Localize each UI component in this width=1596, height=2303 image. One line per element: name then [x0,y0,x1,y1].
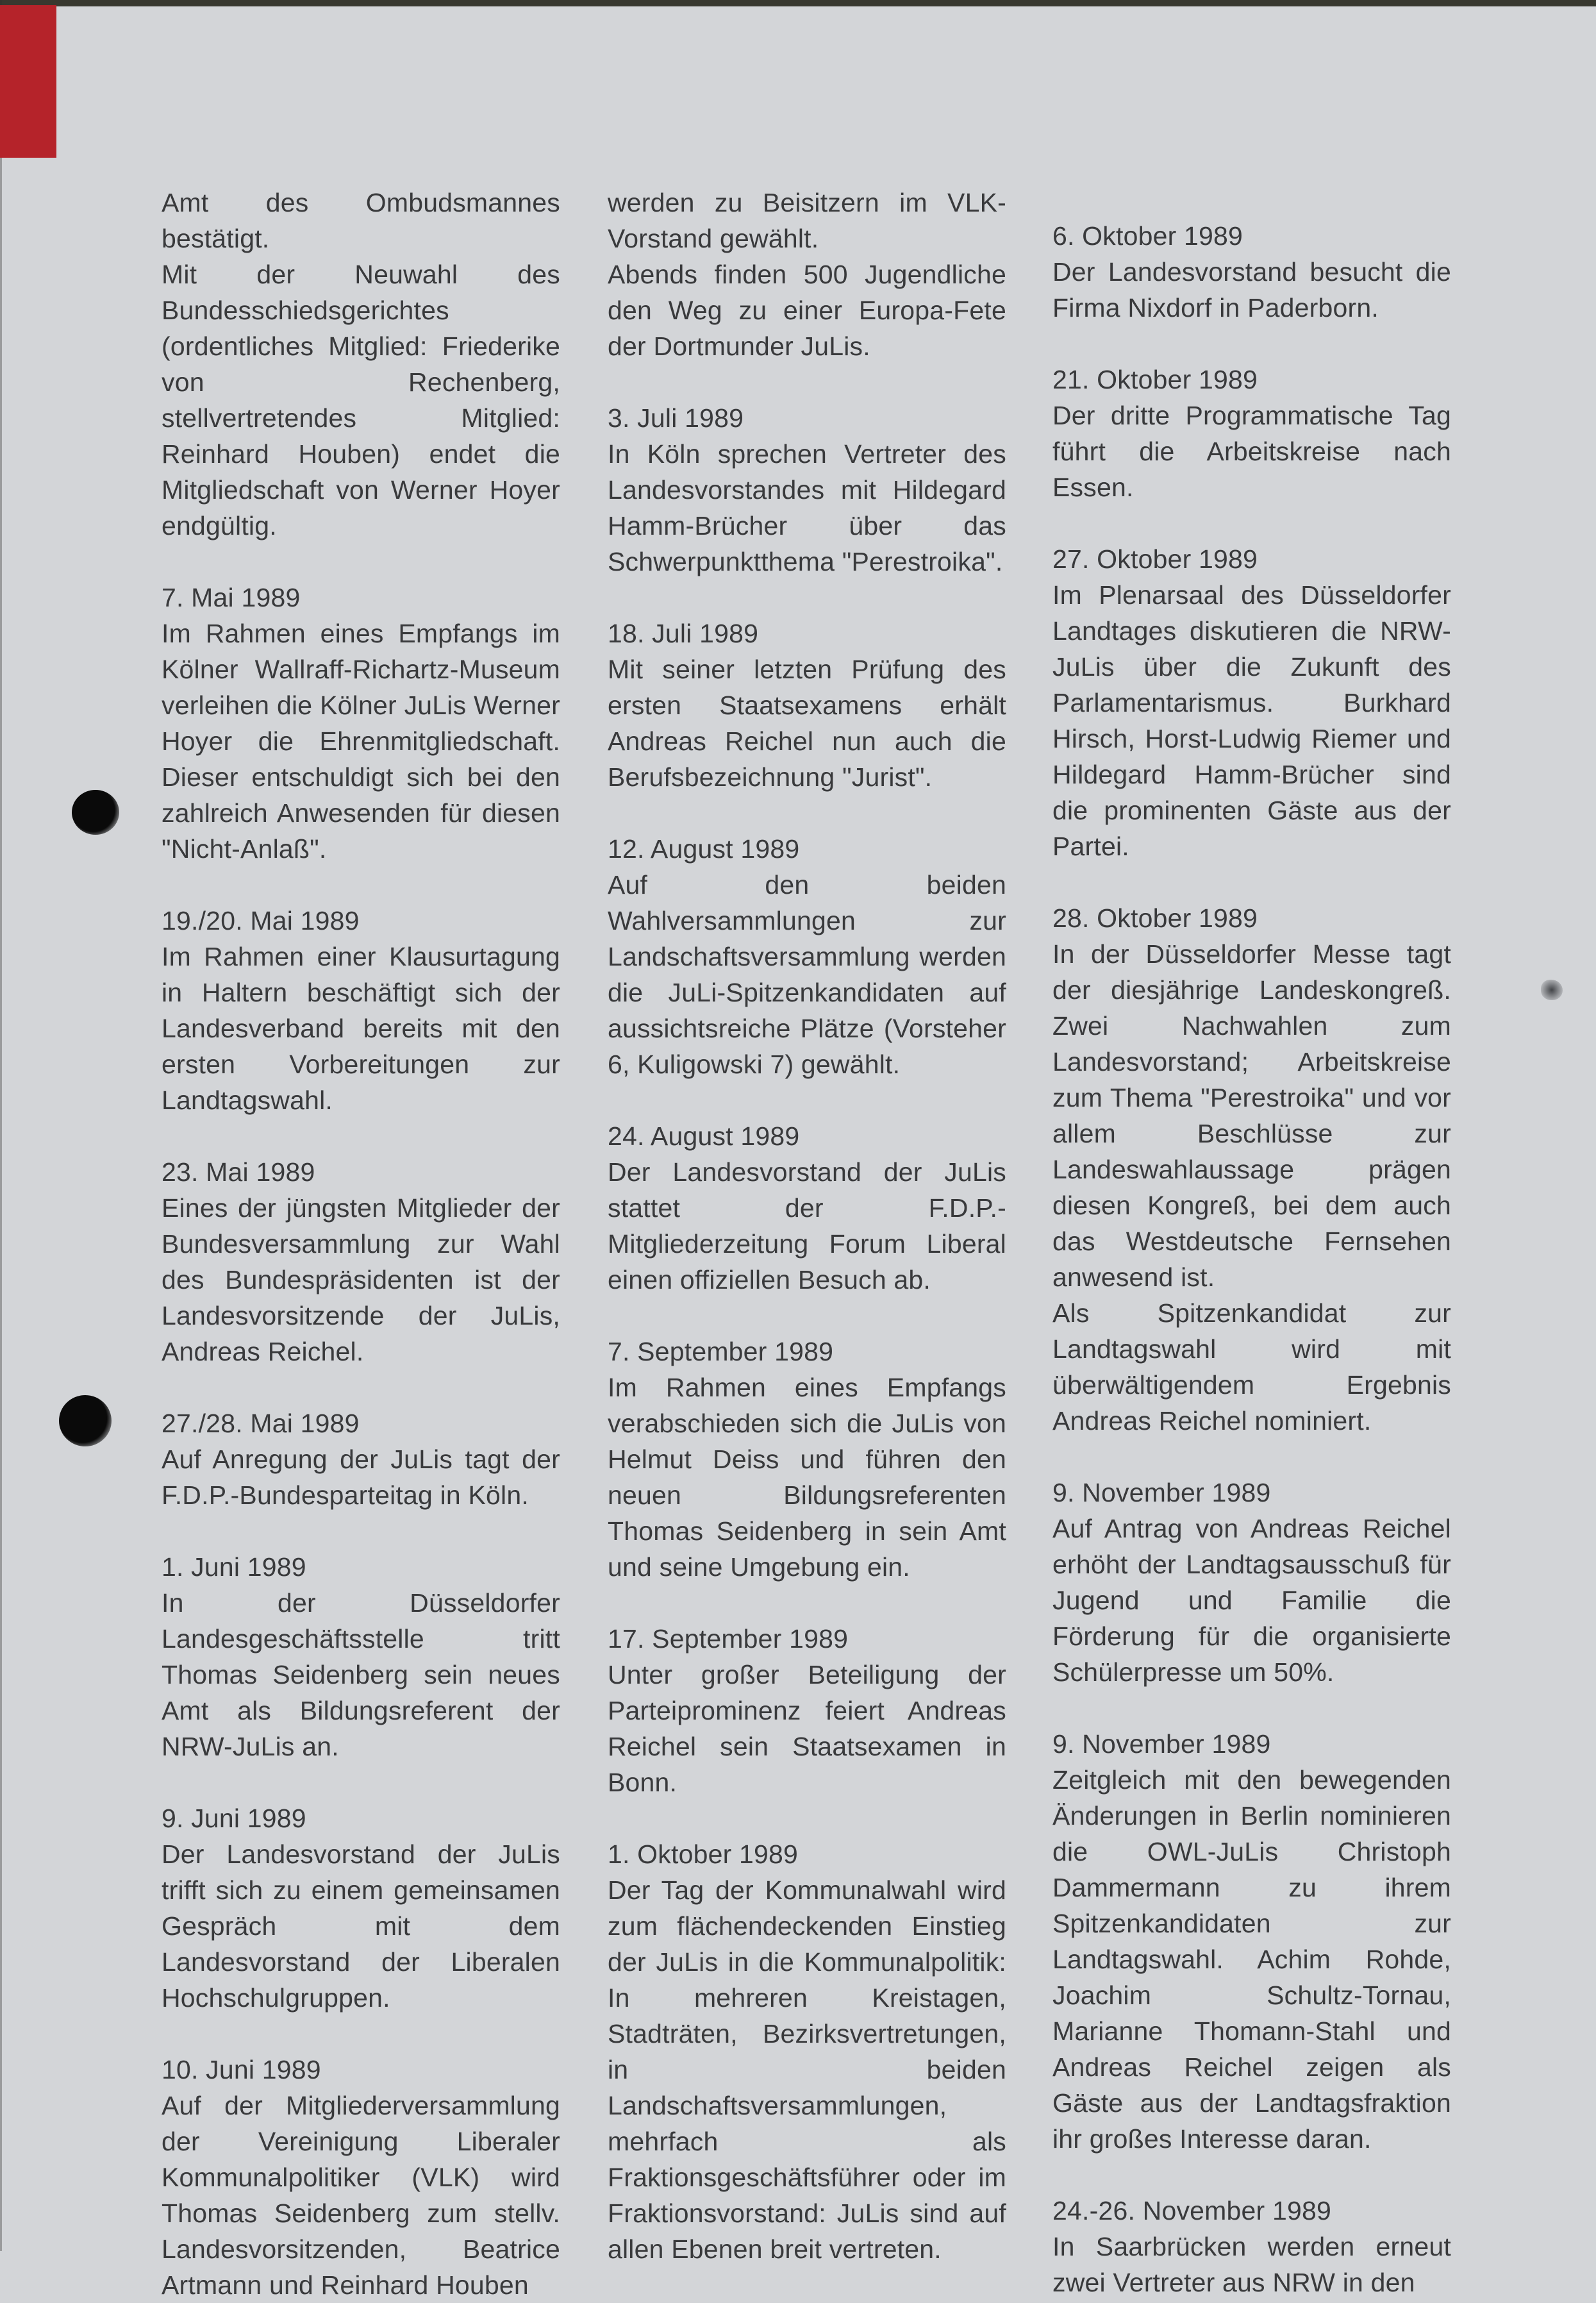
entry-paragraph: werden zu Beisitzern im VLK-Vorstand gewählt. [608,188,1006,253]
hole-punch-bottom [59,1395,112,1446]
timeline-entry [1052,900,1451,1439]
entry-date: 24. August 1989 [608,1121,800,1151]
column-2 [608,185,1006,2267]
entry-paragraph: Zeitgleich mit den bewegenden Änderungen in Berlin nominieren die OWL-JuLis Christoph Dammermann zu ihrem Spitzenkandidaten zur Landtagswahl. Achim Rohde, Joachim Schultz-Tornau, Marianne Thomann-Stahl und Andreas Reichel zeigen als Gäste aus der Landtagsfraktion ihr großes Interesse daran. [1052,1765,1451,2154]
entry-date: 12. August 1989 [608,834,800,864]
scan-edge-top [0,0,1596,6]
entry-paragraph: Im Rahmen einer Klausurtagung in Haltern beschäftigt sich der Landesverband bereits mit den ersten Vorbereitungen zur Landtagswahl. [162,942,560,1115]
entry-paragraph: Der Tag der Kommunalwahl wird zum flächendeckenden Einstieg der JuLis in die Kommunalpolitik: In mehreren Kreistagen, Stadträten, Bezirksvertretungen, in beiden Landschaftsversammlungen, mehrfach als Fraktionsgeschäftsführer oder im Fraktionsvorstand: JuLis sind auf allen Ebenen breit vertreten. [608,1875,1006,2264]
entry-paragraph: In der Düsseldorfer Landesgeschäftsstelle tritt Thomas Seidenberg sein neues Amt als Bildungsreferent der NRW-JuLis an. [162,1588,560,1761]
timeline-entry [162,1800,560,2016]
timeline-entry [162,1405,560,1513]
entry-date: 19./20. Mai 1989 [162,906,360,935]
column-3 [1052,218,1451,2300]
timeline-entry [1052,218,1451,326]
entry-paragraph: Der Landesvorstand besucht die Firma Nixdorf in Paderborn. [1052,257,1451,322]
entry-paragraph: In Köln sprechen Vertreter des Landesvorstandes mit Hildegard Hamm-Brücher über das Schwerpunktthema "Perestroika". [608,439,1006,576]
entry-paragraph: Amt des Ombudsmannes bestätigt. [162,188,560,253]
entry-date: 23. Mai 1989 [162,1157,315,1187]
entry-paragraph: Mit seiner letzten Prüfung des ersten Staatsexamens erhält Andreas Reichel nun auch die Berufsbezeichnung "Jurist". [608,655,1006,792]
timeline-entry [162,903,560,1118]
timeline-entry [1052,541,1451,864]
entry-date: 9. November 1989 [1052,1729,1271,1759]
timeline-entry [162,1154,560,1369]
timeline-entry [608,1118,1006,1298]
timeline-entry [608,616,1006,795]
entry-paragraph: Als Spitzenkandidat zur Landtagswahl wird mit überwältigendem Ergebnis Andreas Reichel nominiert. [1052,1298,1451,1436]
entry-date: 10. Juni 1989 [162,2055,321,2084]
column-1 [162,185,560,2303]
entry-paragraph: Im Rahmen eines Empfangs verabschieden sich die JuLis von Helmut Deiss und führen den neuen Bildungsreferenten Thomas Seidenberg in sein Amt und seine Umgebung ein. [608,1373,1006,1582]
ink-smudge [1541,980,1563,1000]
timeline-entry [608,1334,1006,1585]
entry-date: 9. November 1989 [1052,1478,1271,1507]
entry-date: 6. Oktober 1989 [1052,221,1243,251]
entry-date: 27./28. Mai 1989 [162,1409,360,1438]
timeline-entry [162,1549,560,1764]
entry-paragraph: Der Landesvorstand der JuLis stattet der F.D.P.-Mitgliederzeitung Forum Liberal einen offiziellen Besuch ab. [608,1157,1006,1294]
entry-paragraph: Eines der jüngsten Mitglieder der Bundesversammlung zur Wahl des Bundespräsidenten ist der Landesvorsitzende der JuLis, Andreas Reichel. [162,1193,560,1366]
scan-edge-left [0,0,2,2251]
entry-date: 1. Juni 1989 [162,1552,306,1582]
entry-paragraph: In Saarbrücken werden erneut zwei Vertreter aus NRW in den [1052,2232,1451,2297]
entry-date: 28. Oktober 1989 [1052,903,1258,933]
entry-date: 17. September 1989 [608,1624,849,1654]
timeline-entry [608,400,1006,580]
entry-paragraph: Im Rahmen eines Empfangs im Kölner Wallraff-Richartz-Museum verleihen die Kölner JuLis Werner Hoyer die Ehrenmitgliedschaft. Dieser entschuldigt sich bei den zahlreich Anwesenden für diesen "Nicht-Anlaß". [162,619,560,864]
entry-date: 3. Juli 1989 [608,403,744,433]
entry-paragraph: Auf Anregung der JuLis tagt der F.D.P.-Bundesparteitag in Köln. [162,1445,560,1510]
timeline-entry [1052,1726,1451,2157]
entry-date: 9. Juni 1989 [162,1804,306,1833]
entry-date: 27. Oktober 1989 [1052,544,1258,574]
timeline-entry [608,1836,1006,2267]
entry-date: 21. Oktober 1989 [1052,365,1258,394]
entry-date: 18. Juli 1989 [608,619,759,648]
timeline-entry [162,580,560,867]
entry-date: 1. Oktober 1989 [608,1839,799,1869]
timeline-entry [608,1621,1006,1800]
entry-date: 24.-26. November 1989 [1052,2196,1331,2225]
timeline-entry [162,185,560,544]
timeline-entry [1052,1475,1451,1690]
hole-punch-top [72,790,119,835]
entry-paragraph: Der Landesvorstand der JuLis trifft sich zu einem gemeinsamen Gespräch mit dem Landesvorstand der Liberalen Hochschulgruppen. [162,1839,560,2013]
timeline-entry [162,2052,560,2303]
entry-date: 7. September 1989 [608,1337,834,1366]
entry-paragraph: Auf der Mitgliederversammlung der Vereinigung Liberaler Kommunalpolitiker (VLK) wird Thomas Seidenberg zum stellv. Landesvorsitzenden, Beatrice Artmann und Reinhard Houben [162,2091,560,2300]
timeline-entry [608,185,1006,364]
entry-paragraph: Mit der Neuwahl des Bundesschiedsgerichtes (ordentliches Mitglied: Friederike von Rechenberg, stellvertretendes Mitglied: Reinhard Houben) endet die Mitgliedschaft von Werner Hoyer endgültig. [162,260,560,540]
entry-paragraph: Unter großer Beteiligung der Parteiprominenz feiert Andreas Reichel sein Staatsexamen in Bonn. [608,1660,1006,1797]
entry-paragraph: Abends finden 500 Jugendliche den Weg zu einer Europa-Fete der Dortmunder JuLis. [608,260,1006,361]
entry-paragraph: In der Düsseldorfer Messe tagt der diesjährige Landeskongreß. Zwei Nachwahlen zum Landesvorstand; Arbeitskreise zum Thema "Perestroika" und vor allem Beschlüsse zur Landeswahlaussage prägen diesen Kongreß, bei dem auch das Westdeutsche Fernsehen anwesend ist. [1052,939,1451,1292]
timeline-entry [1052,2193,1451,2300]
red-corner-tab [0,5,56,158]
entry-date: 7. Mai 1989 [162,583,301,612]
timeline-entry [1052,362,1451,505]
entry-paragraph: Der dritte Programmatische Tag führt die Arbeitskreise nach Essen. [1052,401,1451,502]
entry-paragraph: Im Plenarsaal des Düsseldorfer Landtages diskutieren die NRW-JuLis über die Zukunft des Parlamentarismus. Burkhard Hirsch, Horst-Ludwig Riemer und Hildegard Hamm-Brücher sind die prominenten Gäste aus der Partei. [1052,580,1451,861]
entry-paragraph: Auf Antrag von Andreas Reichel erhöht der Landtagsausschuß für Jugend und Familie die Förderung für die organisierte Schülerpresse um 50%. [1052,1514,1451,1687]
entry-paragraph: Auf den beiden Wahlversammlungen zur Landschaftsversammlung werden die JuLi-Spitzenkandidaten auf aussichtsreiche Plätze (Vorsteher 6, Kuligowski 7) gewählt. [608,870,1006,1079]
timeline-entry [608,831,1006,1082]
